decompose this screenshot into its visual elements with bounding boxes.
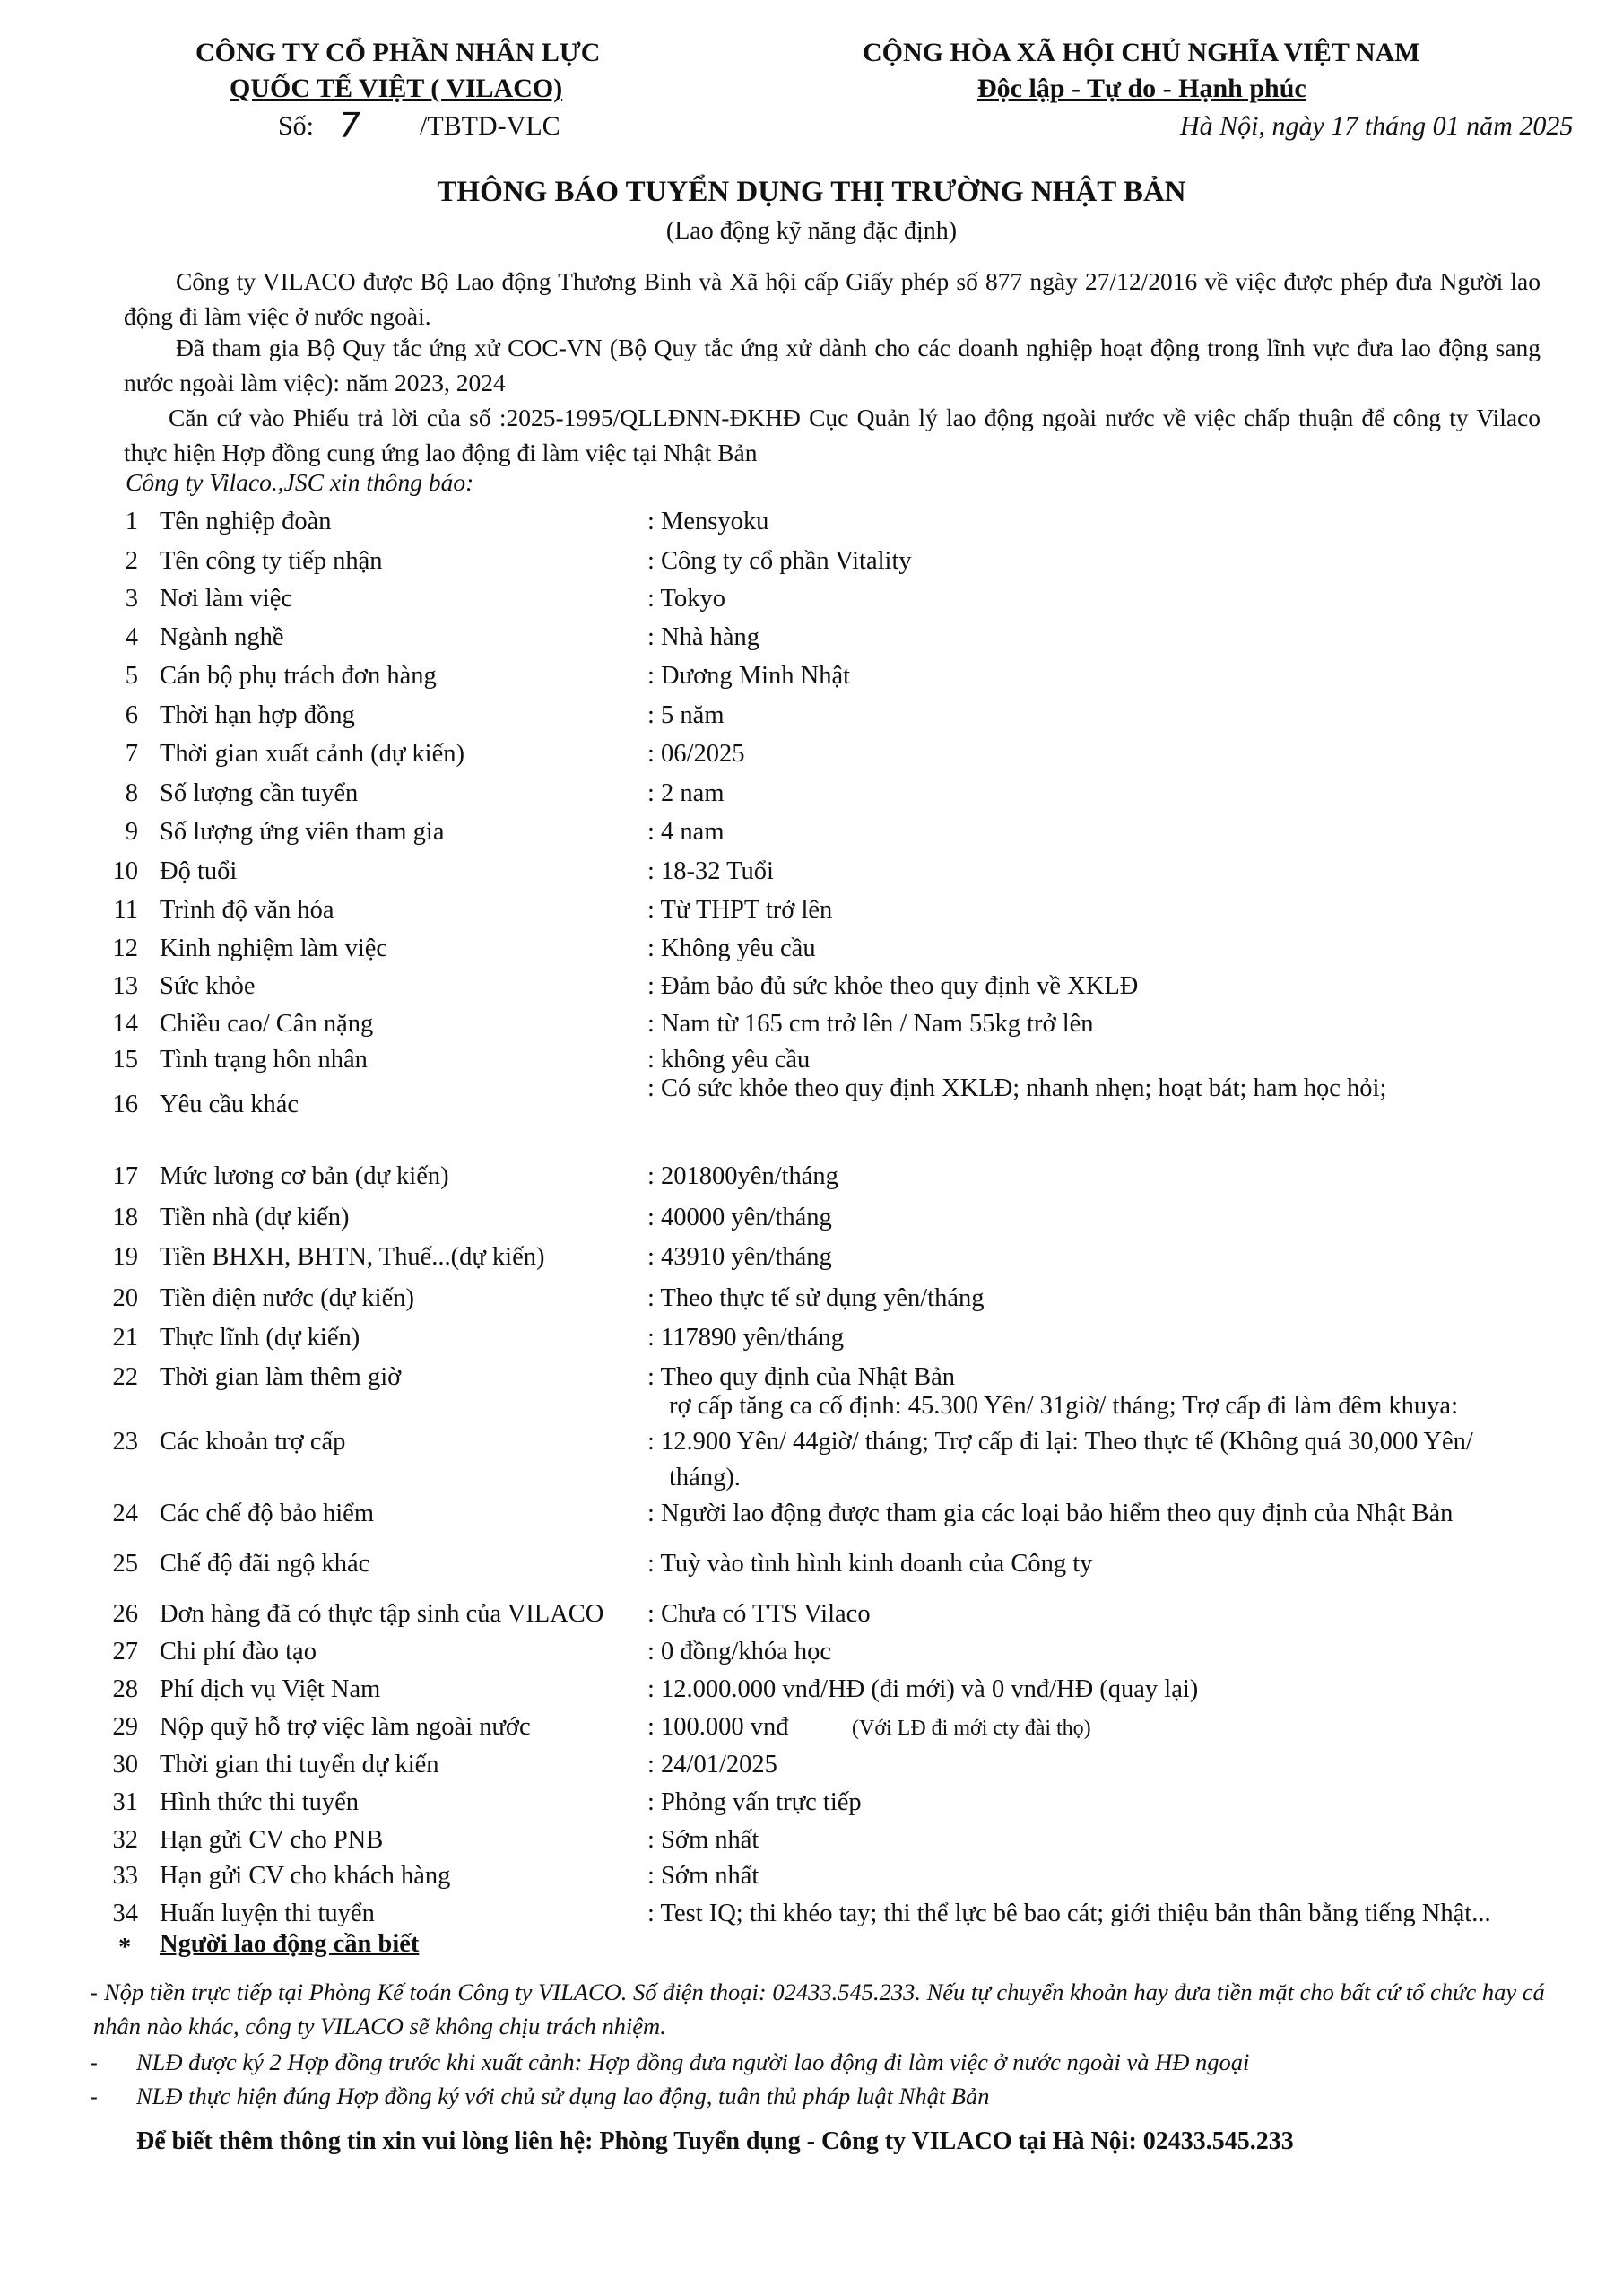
table-row xyxy=(99,818,1551,857)
note-dash: - xyxy=(90,2083,98,2109)
row-number: 4 xyxy=(125,623,138,651)
table-row xyxy=(99,1162,1551,1202)
row-value: : 12.900 Yên/ 44giờ/ tháng; Trợ cấp đi lại: Theo thực tế (Không quá 30,000 Yên/ xyxy=(647,1428,1473,1456)
row-number: 15 xyxy=(112,1046,138,1074)
row-label: Tiền điện nước (dự kiến) xyxy=(160,1284,414,1312)
contact-line: Để biết thêm thông tin xin vui lòng liên hệ: Phòng Tuyển dụng - Công ty VILACO tại Hà Nội: 02433.545.233 xyxy=(136,2127,1294,2155)
row-label: Cán bộ phụ trách đơn hàng xyxy=(160,662,437,690)
row-label: Nơi làm việc xyxy=(160,585,293,613)
row-value-note: (Với LĐ đi mới cty đài thọ) xyxy=(852,1717,1091,1740)
note-contracts xyxy=(90,2045,1551,2081)
row-label: Chế độ đãi ngộ khác xyxy=(160,1550,370,1578)
table-row xyxy=(99,701,1551,741)
issue-date: Hà Nội, ngày 17 tháng 01 năm 2025 xyxy=(1180,111,1574,141)
table-row xyxy=(99,508,1551,547)
table-row xyxy=(99,1324,1551,1363)
row-number: 14 xyxy=(112,1010,138,1038)
row-value: : không yêu cầu xyxy=(647,1046,811,1074)
table-row xyxy=(99,779,1551,819)
row-number: 13 xyxy=(112,972,138,1000)
row-value: : 2 nam xyxy=(647,779,725,807)
table-row xyxy=(99,1675,1551,1715)
table-row xyxy=(99,857,1551,897)
nation-title: CỘNG HÒA XÃ HỘI CHỦ NGHĨA VIỆT NAM xyxy=(863,38,1420,67)
row-value: : Công ty cổ phần Vitality xyxy=(647,547,912,575)
notes-star: * xyxy=(118,1934,132,1961)
table-row xyxy=(99,623,1551,663)
table-row xyxy=(99,1751,1551,1790)
table-row xyxy=(99,896,1551,935)
row-value: : Không yêu cầu xyxy=(647,935,816,962)
row-number: 23 xyxy=(112,1428,138,1456)
row-number: 6 xyxy=(125,701,138,729)
table-row xyxy=(99,662,1551,701)
row-label: Trình độ văn hóa xyxy=(160,896,334,924)
table-row xyxy=(99,1500,1551,1539)
row-value: : Mensyoku xyxy=(647,508,769,535)
row-number: 12 xyxy=(112,935,138,962)
table-row xyxy=(99,972,1551,1012)
row-value: : Test IQ; thi khéo tay; thi thể lực bê bao cát; giới thiệu bản thân bằng tiếng Nhật... xyxy=(647,1900,1491,1927)
row-label: Hạn gửi CV cho PNB xyxy=(160,1826,384,1854)
row-value: tháng). xyxy=(669,1464,741,1492)
row-label: Hạn gửi CV cho khách hàng xyxy=(160,1862,451,1890)
table-row xyxy=(99,1243,1551,1283)
row-number: 7 xyxy=(125,740,138,768)
row-label: Phí dịch vụ Việt Nam xyxy=(160,1675,381,1703)
row-label: Yêu cầu khác xyxy=(160,1091,299,1118)
row-label: Nộp quỹ hỗ trợ việc làm ngoài nước xyxy=(160,1713,531,1741)
row-label: Thời hạn hợp đồng xyxy=(160,701,355,729)
company-name-line2: QUỐC TẾ VIỆT ( VILACO) xyxy=(230,74,563,103)
row-number: 11 xyxy=(113,896,138,924)
table-row xyxy=(99,1074,1551,1130)
table-row xyxy=(99,1862,1551,1901)
row-label: Số lượng ứng viên tham gia xyxy=(160,818,445,846)
row-value: : 40000 yên/tháng xyxy=(647,1204,832,1231)
row-label: Chi phí đào tạo xyxy=(160,1638,317,1665)
intro-announce: Công ty Vilaco.,JSC xin thông báo: xyxy=(126,468,474,496)
row-number: 27 xyxy=(112,1638,138,1665)
row-label: Mức lương cơ bản (dự kiến) xyxy=(160,1162,449,1190)
row-label: Các chế độ bảo hiểm xyxy=(160,1500,374,1527)
row-value: rợ cấp tăng ca cố định: 45.300 Yên/ 31giờ/ tháng; Trợ cấp đi làm đêm khuya: xyxy=(669,1392,1458,1420)
row-value: : 100.000 vnđ xyxy=(647,1713,789,1741)
row-label: Thời gian làm thêm giờ xyxy=(160,1363,402,1391)
row-value: : 43910 yên/tháng xyxy=(647,1243,832,1271)
intro-approval: Căn cứ vào Phiếu trả lời của số :2025-1995/QLLĐNN-ĐKHĐ Cục Quản lý lao động ngoài nước về việc chấp thuận để công ty Vilaco thực hiện Hợp đồng cung ứng lao động đi làm việc tại Nhật Bản xyxy=(124,404,1541,466)
row-value: : Dương Minh Nhật xyxy=(647,662,851,690)
row-value: : Sớm nhất xyxy=(647,1862,759,1890)
row-value: : Theo quy định của Nhật Bản xyxy=(647,1363,955,1391)
row-value: : 117890 yên/tháng xyxy=(647,1324,844,1352)
row-value: : 0 đồng/khóa học xyxy=(647,1638,832,1665)
company-name-line1: CÔNG TY CỔ PHẦN NHÂN LỰC xyxy=(195,38,601,67)
row-label: Huấn luyện thi tuyển xyxy=(160,1900,375,1927)
table-row xyxy=(99,1392,1551,1492)
row-number: 32 xyxy=(112,1826,138,1854)
row-number: 29 xyxy=(112,1713,138,1741)
table-row xyxy=(99,585,1551,624)
row-value: : 18-32 Tuổi xyxy=(647,857,774,885)
row-label: Tình trạng hôn nhân xyxy=(160,1046,368,1074)
intro-license: Công ty VILACO được Bộ Lao động Thương Binh và Xã hội cấp Giấy phép số 877 ngày 27/12/2016 về việc được phép đưa Người lao động đi làm việc ở nước ngoài. xyxy=(124,267,1541,330)
page-title: THÔNG BÁO TUYỂN DỤNG THỊ TRƯỜNG NHẬT BẢN xyxy=(437,176,1186,208)
row-label: Tiền nhà (dự kiến) xyxy=(160,1204,350,1231)
note-payment-text: Nộp tiền trực tiếp tại Phòng Kế toán Công ty VILACO. Số điện thoại: 02433.545.233. Nếu tự chuyển khoản hay đưa tiền mặt cho bất cứ tổ chức hay cá nhân nào khác, công ty VILACO sẽ không chịu trách nhiệm. xyxy=(93,1979,1545,2039)
row-value: : Tokyo xyxy=(647,585,725,613)
row-value: : Từ THPT trở lên xyxy=(647,896,833,924)
row-label: Tiền BHXH, BHTN, Thuế...(dự kiến) xyxy=(160,1243,545,1271)
row-number: 20 xyxy=(112,1284,138,1312)
table-row xyxy=(99,935,1551,974)
row-label: Số lượng cần tuyển xyxy=(160,779,359,807)
row-number: 1 xyxy=(125,508,138,535)
row-number: 19 xyxy=(112,1243,138,1271)
row-label: Thời gian thi tuyển dự kiến xyxy=(160,1751,439,1779)
row-number: 28 xyxy=(112,1675,138,1703)
table-row xyxy=(99,1284,1551,1324)
row-value: : Theo thực tế sử dụng yên/tháng xyxy=(647,1284,985,1312)
table-row xyxy=(99,1788,1551,1828)
row-label: Sức khỏe xyxy=(160,972,256,1000)
row-label: Thời gian xuất cảnh (dự kiến) xyxy=(160,740,464,768)
row-number: 21 xyxy=(112,1324,138,1352)
note-contracts-text: NLĐ được ký 2 Hợp đồng trước khi xuất cảnh: Hợp đồng đưa người lao động đi làm việc ở nước ngoài và HĐ ngoại xyxy=(136,2048,1250,2075)
row-number: 16 xyxy=(112,1091,138,1118)
row-number: 17 xyxy=(112,1162,138,1190)
note-dash: - xyxy=(90,2048,98,2075)
row-number: 9 xyxy=(125,818,138,846)
table-row xyxy=(99,740,1551,779)
row-value: : Tuỳ vào tình hình kinh doanh của Công ty xyxy=(647,1550,1093,1578)
note-compliance-text: NLĐ thực hiện đúng Hợp đồng ký với chủ sử dụng lao động, tuân thủ pháp luật Nhật Bản xyxy=(136,2083,990,2109)
row-value: : 12.000.000 vnđ/HĐ (đi mới) và 0 vnđ/HĐ (quay lại) xyxy=(647,1675,1199,1703)
row-value: : Chưa có TTS Vilaco xyxy=(647,1600,871,1628)
row-number: 30 xyxy=(112,1751,138,1779)
table-row xyxy=(99,1826,1551,1866)
row-label: Các khoản trợ cấp xyxy=(160,1428,346,1456)
row-value: : 5 năm xyxy=(647,701,725,729)
doc-number-handwritten: 7 xyxy=(339,106,361,145)
note-compliance xyxy=(90,2079,1551,2115)
row-number: 10 xyxy=(112,857,138,885)
row-value: : Phỏng vấn trực tiếp xyxy=(647,1788,862,1816)
row-number: 31 xyxy=(112,1788,138,1816)
note-payment xyxy=(90,1975,1551,2047)
nation-motto: Độc lập - Tự do - Hạnh phúc xyxy=(977,74,1306,103)
row-value: : 201800yên/tháng xyxy=(647,1162,838,1190)
table-row xyxy=(99,1638,1551,1677)
row-value: : Đảm bảo đủ sức khỏe theo quy định về XKLĐ xyxy=(647,972,1139,1000)
row-label: Chiều cao/ Cân nặng xyxy=(160,1010,374,1038)
intro-coc: Đã tham gia Bộ Quy tắc ứng xử COC-VN (Bộ Quy tắc ứng xử dành cho các doanh nghiệp hoạt động trong lĩnh vực đưa lao động sang nước ngoài làm việc): năm 2023, 2024 xyxy=(124,334,1541,396)
table-row xyxy=(99,1600,1551,1639)
row-label: Hình thức thi tuyển xyxy=(160,1788,360,1816)
row-label: Đơn hàng đã có thực tập sinh của VILACO xyxy=(160,1600,604,1628)
row-number: 26 xyxy=(112,1600,138,1628)
table-row xyxy=(99,1550,1551,1589)
notes-heading: Người lao động cần biết xyxy=(160,1930,420,1958)
row-value: : Người lao động được tham gia các loại bảo hiểm theo quy định của Nhật Bản xyxy=(647,1500,1454,1527)
table-row xyxy=(99,1010,1551,1049)
row-value: : 4 nam xyxy=(647,818,725,846)
row-value: : Nam từ 165 cm trở lên / Nam 55kg trở lên xyxy=(647,1010,1094,1038)
table-row xyxy=(99,1204,1551,1243)
row-number: 22 xyxy=(112,1363,138,1391)
table-row xyxy=(99,547,1551,587)
table-row xyxy=(99,1713,1551,1752)
row-label: Thực lĩnh (dự kiến) xyxy=(160,1324,360,1352)
note-dash: - xyxy=(90,1979,98,2005)
row-label: Tên công ty tiếp nhận xyxy=(160,547,383,575)
row-value: : Sớm nhất xyxy=(647,1826,759,1854)
row-number: 34 xyxy=(112,1900,138,1927)
row-label: Ngành nghề xyxy=(160,623,284,651)
row-number: 24 xyxy=(112,1500,138,1527)
doc-number-label: Số: xyxy=(278,111,315,141)
row-value: : 24/01/2025 xyxy=(647,1751,777,1779)
page-subtitle: (Lao động kỹ năng đặc định) xyxy=(665,217,958,245)
row-number: 5 xyxy=(125,662,138,690)
row-number: 33 xyxy=(112,1862,138,1890)
row-number: 25 xyxy=(112,1550,138,1578)
row-number: 3 xyxy=(125,585,138,613)
row-label: Độ tuổi xyxy=(160,857,238,885)
row-value: : 06/2025 xyxy=(647,740,745,768)
row-label: Tên nghiệp đoàn xyxy=(160,508,332,535)
doc-number-suffix: /TBTD-VLC xyxy=(420,111,560,141)
row-number: 2 xyxy=(125,547,138,575)
row-value: : Nhà hàng xyxy=(647,623,760,651)
row-number: 8 xyxy=(125,779,138,807)
row-label: Kinh nghiệm làm việc xyxy=(160,935,388,962)
row-number: 18 xyxy=(112,1204,138,1231)
row-value: : Có sức khỏe theo quy định XKLĐ; nhanh nhẹn; hoạt bát; ham học hỏi; xyxy=(647,1074,1387,1102)
